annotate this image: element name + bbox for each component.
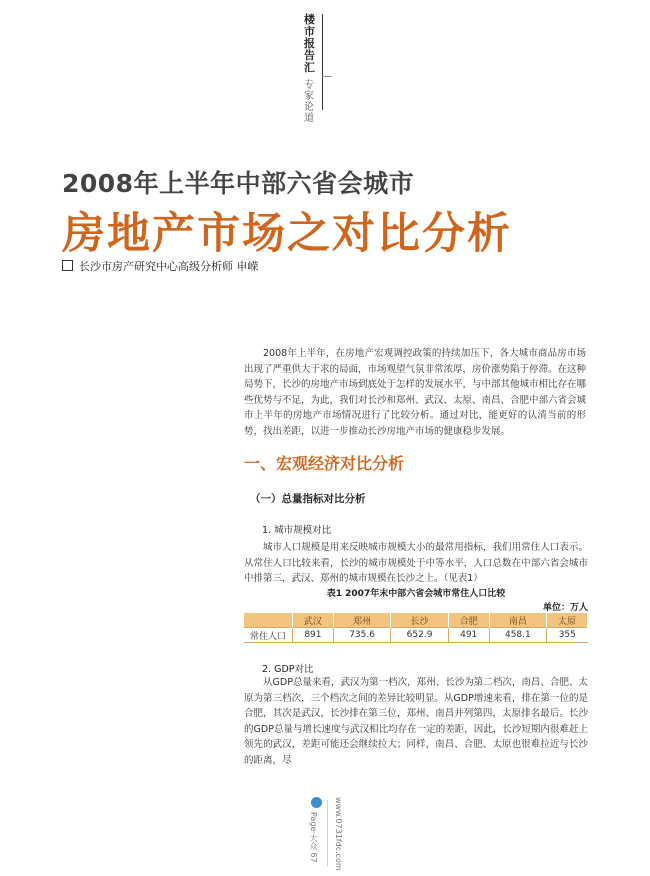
table-unit: 单位：万人 [542, 603, 588, 613]
table-title: 表1 2007年末中部六省会城市常住人口比较 [326, 589, 506, 599]
table-header-cell: 长沙 [391, 613, 448, 628]
table-header-row [244, 613, 588, 628]
column-label [304, 14, 318, 124]
article-title-line2: 房地产市场之对比分析 [62, 209, 512, 259]
table-cell: 891 [293, 628, 334, 643]
table-header-cell: 南昌 [489, 613, 546, 628]
article-title-line1: 2008年上半年中部六省会城市 [62, 169, 415, 198]
footer-logo-icon [311, 797, 322, 808]
column-divider-tick [322, 76, 332, 77]
table-row-label: 常住人口 [244, 628, 293, 643]
checkbox-square-icon [62, 260, 73, 271]
item-heading-city-scale: 1. 城市规模对比 [262, 525, 332, 536]
intro-text: 2008年上半年，在房地产宏观调控政策的持续加压下，各大城市商品房市场出现了严重供大于求的局面，市场观望气氛非常浓厚，房价涨势陷于停滞。在这种局势下，长沙的房地产市场到底处于怎样的发展水平，与中部其他城市相比存在哪些优势与不足，为此，我们对长沙和郑州、武汉、太原、南昌、合肥中部六省会城市上半年的房地产市场情况进行了比较分析。通过对比，能更好的认清当前的形势，找出差距，以进一步推动长沙房地产市场的健康稳步发展。 [244, 348, 587, 437]
table-header-cell: 太原 [547, 613, 588, 628]
table-cell: 735.6 [333, 628, 390, 643]
table-row [244, 628, 588, 643]
gdp-paragraph [244, 675, 588, 768]
subsection-heading: （一）总量指标对比分析 [250, 493, 366, 505]
table-header-cell: 郑州 [333, 613, 390, 628]
table-cell: 491 [448, 628, 489, 643]
table-header-cell: 合肥 [448, 613, 489, 628]
city-scale-paragraph [244, 540, 588, 587]
item-heading-gdp: 2. GDP对比 [262, 664, 314, 675]
intro-paragraph [244, 346, 586, 439]
table-cell: 458.1 [489, 628, 546, 643]
column-subname: 专家论道 [304, 80, 314, 124]
city-scale-text: 城市人口规模是用来反映城市规模大小的最常用指标，我们用常住人口表示。从常住人口比较来看，长沙的城市规模处于中等水平，人口总数在中部六省会城市中排第三，武汉、郑州的城市规模在长沙之上。（见表1） [244, 542, 588, 584]
column-divider [322, 14, 323, 110]
table-header-cell [244, 613, 293, 628]
author-line [62, 258, 259, 274]
footer-page-number: Page·大众 67 [309, 812, 318, 863]
table-header-cell: 武汉 [293, 613, 334, 628]
table-cell: 652.9 [391, 628, 448, 643]
author-text: 长沙市房产研究中心高级分析师 申嵘 [79, 260, 259, 273]
table-cell: 355 [547, 628, 588, 643]
footer-website: www.0731fdc.com [334, 797, 343, 871]
gdp-text: 从GDP总量来看，武汉为第一档次，郑州、长沙为第二档次，南昌、合肥、太原为第三档次，三个档次之间的差异比较明显。从GDP增速来看，排在第一位的是合肥，其次是武汉，长沙排在第三位，郑州、南昌并列第四，太原排名最后。长沙的GDP总量与增长速度与武汉相比均存在一定的差距，因此，长沙短期内很难赶上领先的武汉，差距可能还会继续拉大；同样，南昌、合肥、太原也很难拉近与长沙的距离，尽 [244, 677, 588, 766]
section-heading: 一、宏观经济对比分析 [244, 454, 405, 473]
footer-divider [327, 800, 328, 866]
population-table [244, 613, 588, 643]
column-name: 楼市报告汇 [304, 13, 315, 74]
